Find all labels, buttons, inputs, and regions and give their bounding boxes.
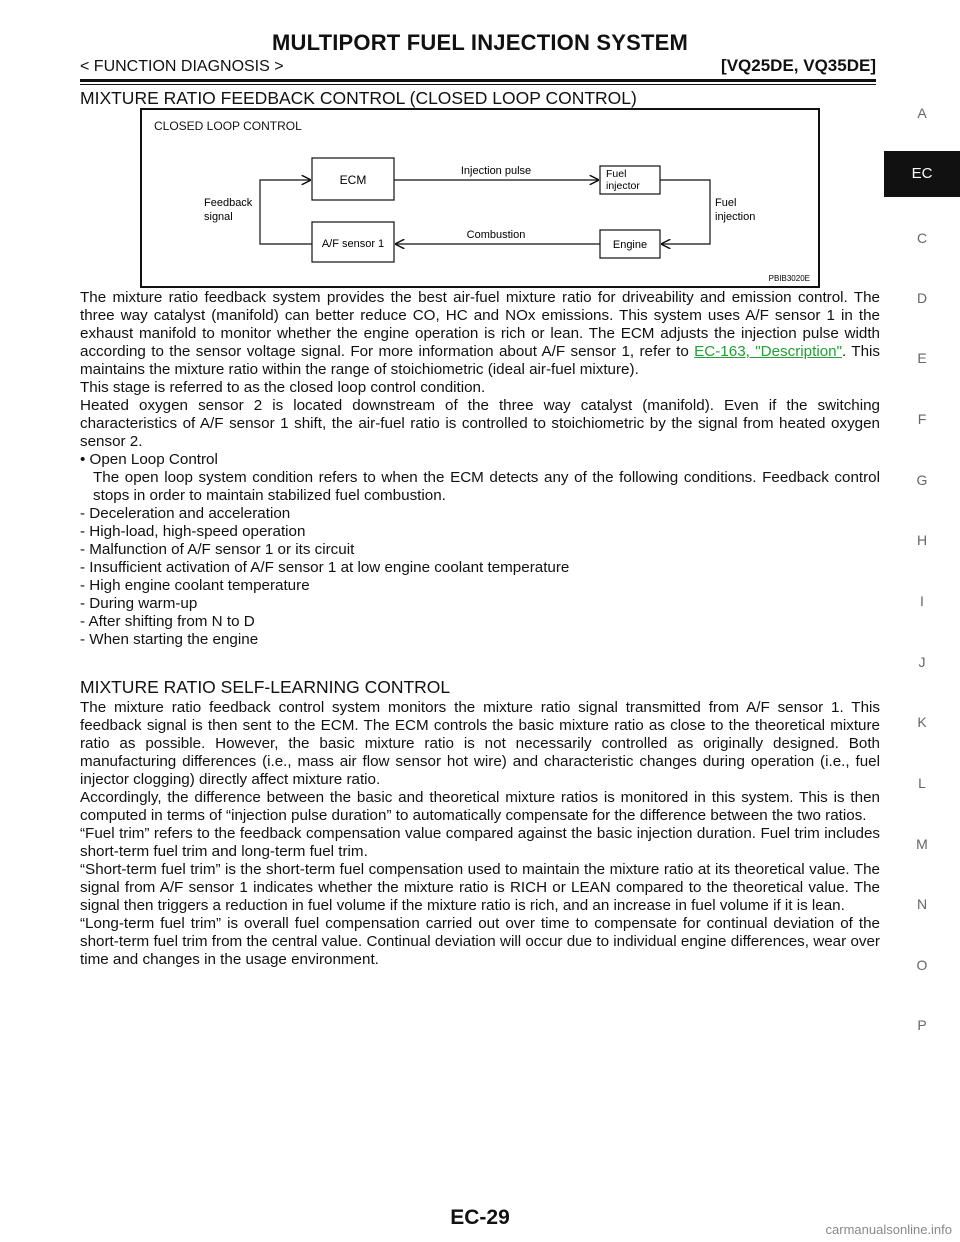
fuel-injection-loop-line	[660, 180, 710, 244]
model-label: [VQ25DE, VQ35DE]	[721, 56, 876, 75]
page-number: EC-29	[450, 1206, 510, 1229]
side-index-n[interactable]: N	[916, 896, 928, 912]
bullet-open-loop-text: The open loop system condition refers to when the ECM detects any of the following conditions. Feedback control stops in order to maintain stabilized fuel combustion.	[93, 469, 880, 504]
af-sensor-label: A/F sensor 1	[321, 238, 385, 250]
engine-label: Engine	[612, 239, 648, 251]
condition-item: - Insufficient activation of A/F sensor 1 at low engine coolant temperature	[80, 559, 570, 576]
fuel-injector-label-1: Fuel	[606, 168, 627, 180]
condition-item: - When starting the engine	[80, 631, 259, 648]
side-index-p[interactable]: P	[917, 1017, 927, 1033]
diagram-svg	[142, 110, 818, 286]
self-learning-paragraph: “Short-term fuel trim” is the short-term fuel compensation used to maintain the mixture ratio at its theoretical value. The signal from A/F sensor 1 indicates whether the mixture ratio is RICH or LEAN compared to the theoretical value. The signal then triggers a reduction in fuel volume if the mixture ratio is rich, and an increase in fuel volume if it is lean.	[80, 861, 880, 914]
side-index-f[interactable]: F	[917, 411, 927, 427]
self-learning-paragraph: The mixture ratio feedback control system monitors the mixture ratio signal transmitted from A/F sensor 1. This feedback signal is then sent to the ECM. The ECM controls the basic mixture ratio as close to the theoretical mixture ratio as possible. However, the basic mixture ratio is not necessarily controlled as originally designed. Both manufacturing differences (i.e., mass air flow sensor hot wire) and characteristic changes during operation (i.e., fuel injector clogging) directly affect mixture ratio.	[80, 699, 880, 788]
self-learning-paragraph: “Long-term fuel trim” is overall fuel compensation carried out over time to compensate for continual deviation of the short-term fuel trim from the central value. Continual deviation will occur due to individual engine differences, wear over time and changes in the usage environment.	[80, 915, 880, 968]
feedback-loop-line	[260, 180, 312, 244]
fuel-injection-label-1: Fuel	[715, 197, 737, 209]
bullet-open-loop-title: • Open Loop Control	[80, 451, 218, 468]
header-rule	[80, 79, 876, 82]
side-index-o[interactable]: O	[916, 957, 928, 973]
section-heading-self-learning: MIXTURE RATIO SELF-LEARNING CONTROL	[80, 677, 451, 697]
side-index-d[interactable]: D	[916, 290, 928, 306]
para-heated-oxygen: Heated oxygen sensor 2 is located downstream of the three way catalyst (manifold). Even if the switching characteristics of A/F sensor 1 shift, the air-fuel ratio is controlled to stoichiometric by the signal from heated oxygen sensor 2.	[80, 397, 880, 450]
link-ec163-description[interactable]: EC-163, "Description"	[694, 343, 842, 360]
side-index-m[interactable]: M	[916, 836, 928, 852]
feedback-label-1: Feedback	[204, 197, 253, 209]
side-index-c[interactable]: C	[916, 230, 928, 246]
para1-text-end: . This maintains the mixture ratio within the range of stoichiometric (ideal air-fuel mixture).	[80, 343, 880, 378]
condition-item: - During warm-up	[80, 595, 198, 612]
side-index-ec-active[interactable]: EC	[884, 151, 960, 197]
section1-body	[80, 289, 880, 649]
side-index-k[interactable]: K	[917, 714, 927, 730]
injection-pulse-label: Injection pulse	[460, 165, 532, 177]
condition-item: - After shifting from N to D	[80, 613, 255, 630]
side-index-a[interactable]: A	[917, 105, 927, 121]
para1-text: The mixture ratio feedback system provides the best air-fuel mixture ratio for driveability and emission control. The three way catalyst (manifold) can better reduce CO, HC and NOx emissions. This system uses A/F sensor 1 in the exhaust manifold to monitor whether the engine operation is rich or lean. The ECM adjusts the injection pulse width according to the sensor voltage signal. For more information about A/F sensor 1, refer to	[80, 289, 880, 360]
fuel-injector-label-2: injector	[606, 180, 640, 192]
feedback-label-2: signal	[204, 211, 233, 223]
watermark: carmanualsonline.info	[825, 1222, 952, 1237]
side-index-l[interactable]: L	[918, 775, 926, 791]
side-index-j[interactable]: J	[918, 654, 926, 670]
diagram-code: PBIB3020E	[768, 274, 810, 283]
header-rule-thin	[80, 84, 876, 85]
section-heading-closed-loop: MIXTURE RATIO FEEDBACK CONTROL (CLOSED LOOP CONTROL)	[80, 88, 637, 108]
fuel-injection-label-2: injection	[715, 211, 756, 223]
closed-loop-diagram	[140, 108, 820, 288]
self-learning-paragraph: Accordingly, the difference between the basic and theoretical mixture ratios is monitored in this system. This is then computed in terms of “injection pulse duration” to automatically compensate for the difference between the two ratios.	[80, 789, 880, 824]
para-closed-loop-stage: This stage is referred to as the closed loop control condition.	[80, 379, 486, 396]
self-learning-paragraph: “Fuel trim” refers to the feedback compensation value compared against the basic injection duration. Fuel trim includes short-term fuel trim and long-term fuel trim.	[80, 825, 880, 860]
para-closed-loop-intro	[80, 289, 880, 379]
condition-item: - High engine coolant temperature	[80, 577, 310, 594]
condition-item: - High-load, high-speed operation	[80, 523, 306, 540]
side-index-g[interactable]: G	[916, 472, 928, 488]
condition-item: - Deceleration and acceleration	[80, 505, 291, 522]
diagram-title: CLOSED LOOP CONTROL	[154, 119, 302, 133]
side-index-e[interactable]: E	[917, 350, 927, 366]
ecm-label: ECM	[339, 173, 367, 187]
page-title: MULTIPORT FUEL INJECTION SYSTEM	[271, 30, 689, 55]
combustion-label: Combustion	[466, 229, 526, 241]
condition-item: - Malfunction of A/F sensor 1 or its circuit	[80, 541, 355, 558]
side-index-h[interactable]: H	[916, 532, 928, 548]
side-index-i[interactable]: I	[920, 593, 924, 609]
section2-body	[80, 699, 880, 969]
breadcrumb: < FUNCTION DIAGNOSIS >	[80, 58, 284, 75]
